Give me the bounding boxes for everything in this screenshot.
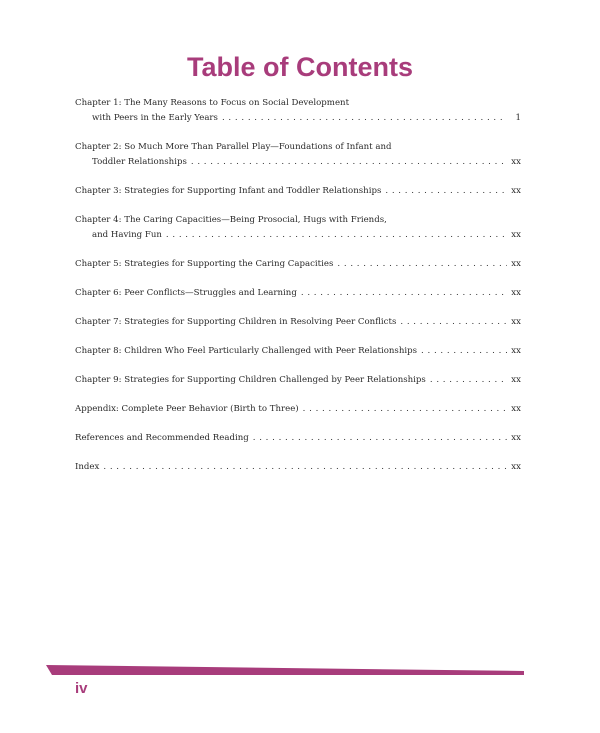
toc-entry-title: Chapter 6: Peer Conflicts—Struggles and Learning: [75, 288, 297, 298]
toc-entry-title: Chapter 1: The Many Reasons to Focus on Social Development: [75, 98, 350, 108]
toc-entry-line: [75, 315, 521, 330]
dot-leader: [191, 155, 507, 170]
toc-entry-title: Chapter 2: So Much More Than Parallel Play—Foundations of Infant and: [75, 142, 392, 152]
toc-entry-line: [75, 213, 521, 228]
toc-page-number: xx: [511, 375, 521, 385]
toc-entry-line: [75, 228, 521, 243]
toc-page-number: xx: [511, 230, 521, 240]
dot-leader: [421, 344, 507, 359]
dot-leader: [337, 257, 507, 272]
toc-entry-title: with Peers in the Early Years: [92, 113, 218, 123]
toc-entry-line: [75, 140, 521, 155]
toc-page-number: 1: [515, 113, 521, 123]
toc-page-number: xx: [511, 433, 521, 443]
toc-entry[interactable]: [75, 140, 521, 170]
footer-rule-shape: [46, 665, 524, 675]
toc-entry[interactable]: [75, 460, 521, 475]
toc-entry-title: Appendix: Complete Peer Behavior (Birth to Three): [75, 404, 299, 414]
toc-page-number: xx: [511, 404, 521, 414]
toc-entry[interactable]: [75, 344, 521, 359]
toc-entry-title: Chapter 7: Strategies for Supporting Children in Resolving Peer Conflicts: [75, 317, 397, 327]
toc-page-number: xx: [511, 346, 521, 356]
dot-leader: [430, 373, 507, 388]
toc-entry[interactable]: [75, 184, 521, 199]
toc-entry-line: [75, 373, 521, 388]
toc-page-number: xx: [511, 462, 521, 472]
toc-entry-title: Chapter 8: Children Who Feel Particularly Challenged with Peer Relationships: [75, 346, 418, 356]
toc-entry-title: Toddler Relationships: [92, 157, 187, 167]
toc-entry-line: [75, 96, 521, 111]
toc-entry-title: Chapter 4: The Caring Capacities—Being Prosocial, Hugs with Friends,: [75, 215, 387, 225]
dot-leader: [222, 111, 507, 126]
dot-leader: [166, 228, 507, 243]
toc-entry[interactable]: [75, 402, 521, 417]
page-number: iv: [75, 680, 88, 697]
toc-entry-title: References and Recommended Reading: [75, 433, 249, 443]
toc-entry-line: [75, 184, 521, 199]
toc-entry[interactable]: [75, 286, 521, 301]
toc-page-number: xx: [511, 317, 521, 327]
toc-page-number: xx: [511, 288, 521, 298]
table-of-contents: [75, 96, 521, 475]
toc-entry-line: [75, 257, 521, 272]
toc-entry-line: [75, 111, 521, 126]
footer-rule: [46, 663, 526, 677]
toc-page-number: xx: [511, 157, 521, 167]
toc-entry-line: [75, 402, 521, 417]
toc-entry-line: [75, 286, 521, 301]
toc-entry-line: [75, 344, 521, 359]
toc-page-number: xx: [511, 259, 521, 269]
toc-entry-title: Chapter 5: Strategies for Supporting the Caring Capacities: [75, 259, 334, 269]
toc-entry-line: [75, 431, 521, 446]
toc-page-number: xx: [511, 186, 521, 196]
dot-leader: [400, 315, 507, 330]
toc-entry[interactable]: [75, 315, 521, 330]
toc-entry[interactable]: [75, 373, 521, 388]
toc-entry-title: Chapter 3: Strategies for Supporting Infant and Toddler Relationships: [75, 186, 382, 196]
toc-entry-title: Index: [75, 462, 100, 472]
toc-entry[interactable]: [75, 213, 521, 243]
toc-entry[interactable]: [75, 431, 521, 446]
dot-leader: [103, 460, 507, 475]
dot-leader: [385, 184, 507, 199]
page-title: Table of Contents: [187, 52, 413, 82]
toc-entry[interactable]: [75, 257, 521, 272]
toc-entry-line: [75, 460, 521, 475]
toc-entry-title: and Having Fun: [92, 230, 162, 240]
toc-entry[interactable]: [75, 96, 521, 126]
dot-leader: [253, 431, 507, 446]
dot-leader: [301, 286, 507, 301]
toc-entry-line: [75, 155, 521, 170]
toc-entry-title: Chapter 9: Strategies for Supporting Children Challenged by Peer Relationships: [75, 375, 426, 385]
dot-leader: [303, 402, 507, 417]
